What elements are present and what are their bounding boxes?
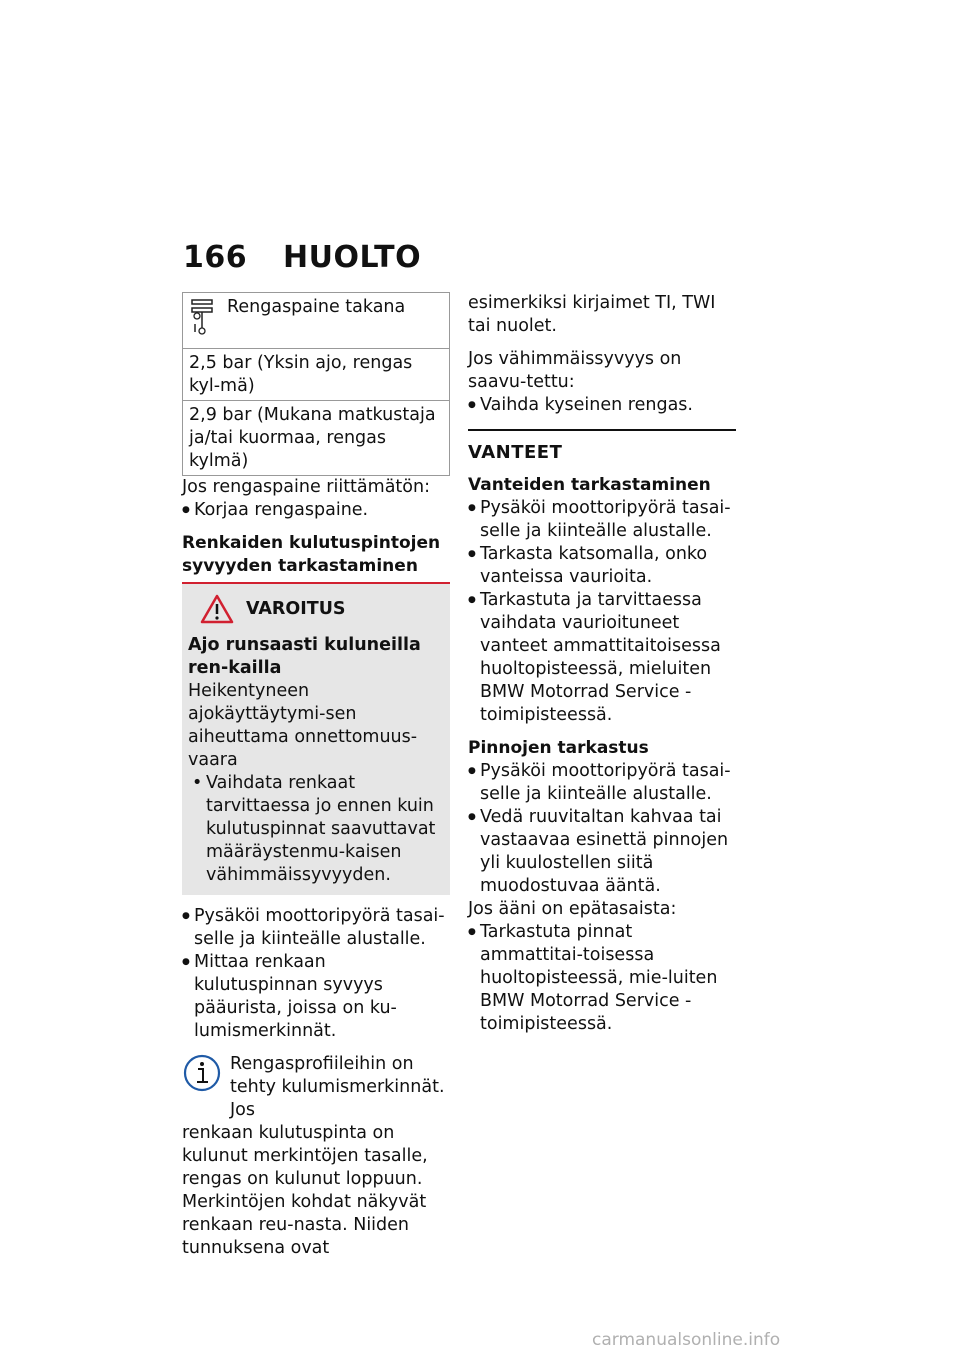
rims-step: ● Tarkastuta ja tarvittaessa vaihdata vaurioituneet vanteet ammattitaitoisessa huoltopisteessä, mieluiten BMW Motorrad Service -toimipisteessä. xyxy=(468,589,736,727)
warning-subtitle: Ajo runsaasti kuluneilla ren-kailla xyxy=(188,635,421,678)
info-note xyxy=(182,1053,450,1122)
tire-pressure-icon xyxy=(189,296,219,336)
warning-title: VAROITUS xyxy=(246,598,346,619)
surface-step: ● Pysäköi moottoripyörä tasai-selle ja kiinteälle alustalle. xyxy=(468,760,736,806)
right-column xyxy=(468,292,736,1036)
info-icon xyxy=(182,1053,222,1093)
replace-step: ● Vaihda kyseinen rengas. xyxy=(468,394,736,417)
surface-step: ● Vedä ruuvitaltan kahvaa tai vastaavaa esinettä pinnojen yli kuulostellen siitä muodostuvaa ääntä. xyxy=(468,806,736,898)
low-pressure-text: Jos rengaspaine riittämätön: xyxy=(182,477,430,497)
rims-step: ● Pysäköi moottoripyörä tasai-selle ja kiinteälle alustalle. xyxy=(468,497,736,543)
rims-check-heading: Vanteiden tarkastaminen xyxy=(468,475,711,495)
info-text-first: Rengasprofiileihin on tehty kulumismerkinnät. Jos xyxy=(230,1054,445,1120)
rims-heading: VANTEET xyxy=(468,442,563,463)
warning-bullet: • Vaihdata renkaat tarvittaessa jo ennen kuin kulutuspinnat saavuttavat määräystenmu-kaisen vähimmäissyvyyden. xyxy=(188,772,444,887)
section-title: HUOLTO xyxy=(283,240,422,275)
table-heading: Rengaspaine takana xyxy=(227,297,406,317)
step-park: ● Pysäköi moottoripyörä tasai-selle ja kiinteälle alustalle. xyxy=(182,905,450,951)
min-depth-text: Jos vähimmäissyvyys on saavu-tettu: xyxy=(468,349,682,392)
uneven-text: Jos ääni on epätasaista: xyxy=(468,899,677,919)
info-text-rest: renkaan kulutuspinta on kulunut merkintöjen tasalle, rengas on kulunut loppuun. Merkintöjen kohdat näkyvät renkaan reu-nasta. Niiden tunnuksena ovat xyxy=(182,1123,428,1258)
section-divider xyxy=(468,429,736,431)
continued-text: esimerkiksi kirjaimet TI, TWI tai nuolet. xyxy=(468,293,716,336)
left-column xyxy=(182,292,450,1260)
tread-heading: Renkaiden kulutuspintojen syvyyden tarkastaminen xyxy=(182,533,441,576)
tire-pressure-table xyxy=(182,292,450,476)
warning-triangle-icon xyxy=(200,594,234,624)
surface-heading: Pinnojen tarkastus xyxy=(468,738,649,758)
warning-text: Heikentyneen ajokäyttäytymi-sen aiheuttama onnettomuus-vaara xyxy=(188,681,418,770)
page-number: 166 xyxy=(183,240,248,275)
warning-box xyxy=(182,584,450,895)
watermark: carmanualsonline.info xyxy=(592,1330,781,1350)
table-row-1: 2,5 bar (Yksin ajo, rengas kyl-mä) xyxy=(183,349,450,401)
table-row-2: 2,9 bar (Mukana matkustaja ja/tai kuormaa, rengas kylmä) xyxy=(183,401,450,476)
step-measure: ● Mittaa renkaan kulutuspinnan syvyys pääurista, joissa on ku-lumismerkinnät. xyxy=(182,951,450,1043)
fix-pressure-step: ● Korjaa rengaspaine. xyxy=(182,499,450,522)
uneven-step: ● Tarkastuta pinnat ammattitai-toisessa huoltopisteessä, mie-luiten BMW Motorrad Service -toimipisteessä. xyxy=(468,921,736,1036)
rims-step: ● Tarkasta katsomalla, onko vanteissa vaurioita. xyxy=(468,543,736,589)
page-header xyxy=(183,240,421,275)
